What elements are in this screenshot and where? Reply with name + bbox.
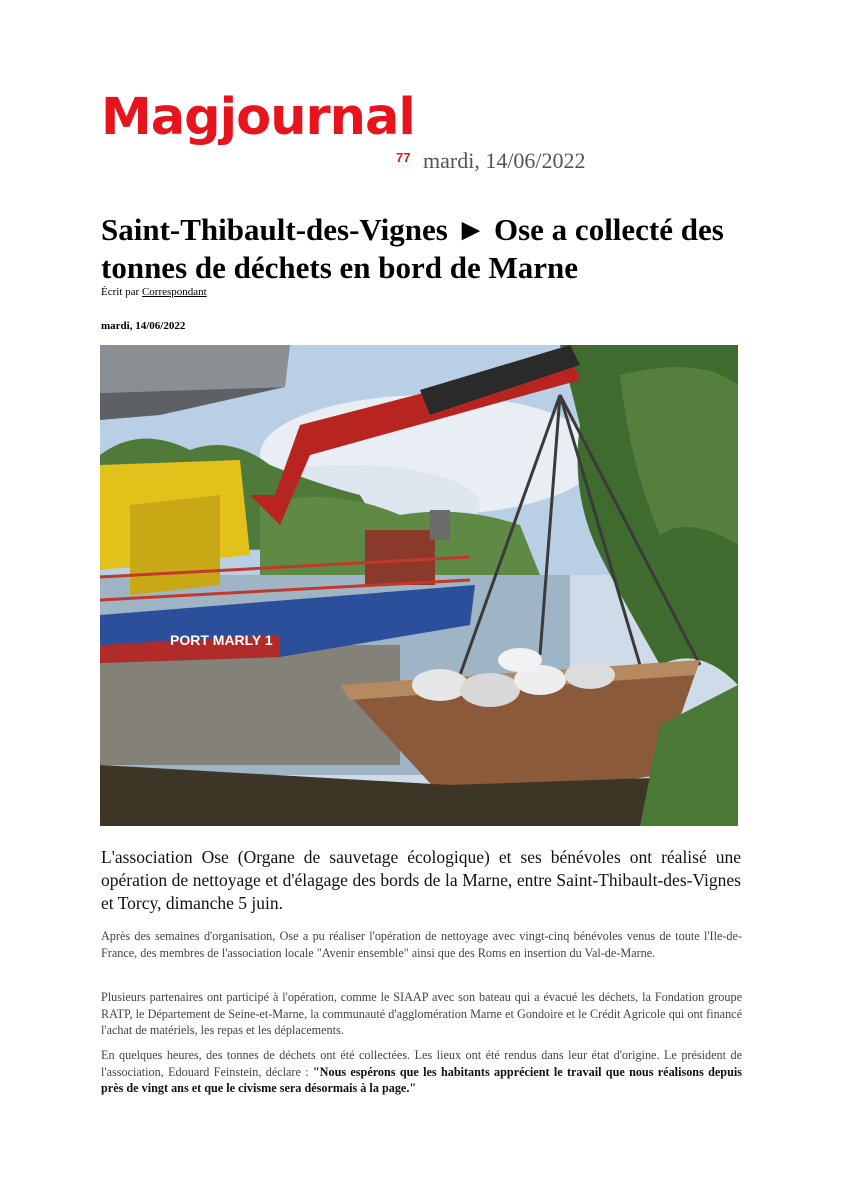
president-quote: "Nous espérons que les habitants apprécient le travail que nous réalisons depuis près de vingt ans et que le civisme sera désormais à la page.": [101, 1064, 742, 1095]
article-title: Saint-Thibault-des-Vignes ► Ose a collecté des tonnes de déchets en bord de Marne: [101, 212, 724, 285]
logo-department-number: 77: [396, 150, 411, 165]
paragraph-3-text: En quelques heures, des tonnes de déchets ont été collectées. Les lieux ont été rendus dans leur état d'origine. Le président de l'association, Edouard Feinstein, déclare :: [101, 1048, 742, 1079]
boat-name-label: PORT MARLY 1: [170, 632, 273, 648]
article-lead: L'association Ose (Organe de sauvetage écologique) et ses bénévoles ont réalisé une opération de nettoyage et d'élagage des bords de la Marne, entre Saint-Thibault-des-Vignes et Torcy, dimanche 5 juin.: [101, 847, 741, 913]
byline: [101, 286, 207, 298]
magjournal-logo[interactable]: Magjournal: [101, 88, 415, 147]
article-paragraph-1: Après des semaines d'organisation, Ose a pu réaliser l'opération de nettoyage avec vingt-cinq bénévoles venus de toute l'Ile-de-France, des membres de l'association locale "Avenir ensemble" ainsi que des Roms en insertion du Val-de-Marne.: [101, 929, 742, 960]
article-date: mardi, 14/06/2022: [101, 320, 186, 332]
article-paragraph-3: [101, 1047, 742, 1097]
byline-prefix: Écrit par: [101, 286, 140, 298]
header-date: mardi, 14/06/2022: [423, 148, 586, 173]
byline-author-link[interactable]: Correspondant: [141, 286, 207, 298]
article-paragraph-2: Plusieurs partenaires ont participé à l'opération, comme le SIAAP avec son bateau qui a évacué les déchets, la Fondation groupe RATP, le Département de Seine-et-Marne, la communauté d'agglomération Marne et Gondoire et le Crédit Agricole qui ont financé l'achat de matériels, les repas et les déplacements.: [101, 990, 742, 1037]
article-photo: [100, 345, 738, 826]
